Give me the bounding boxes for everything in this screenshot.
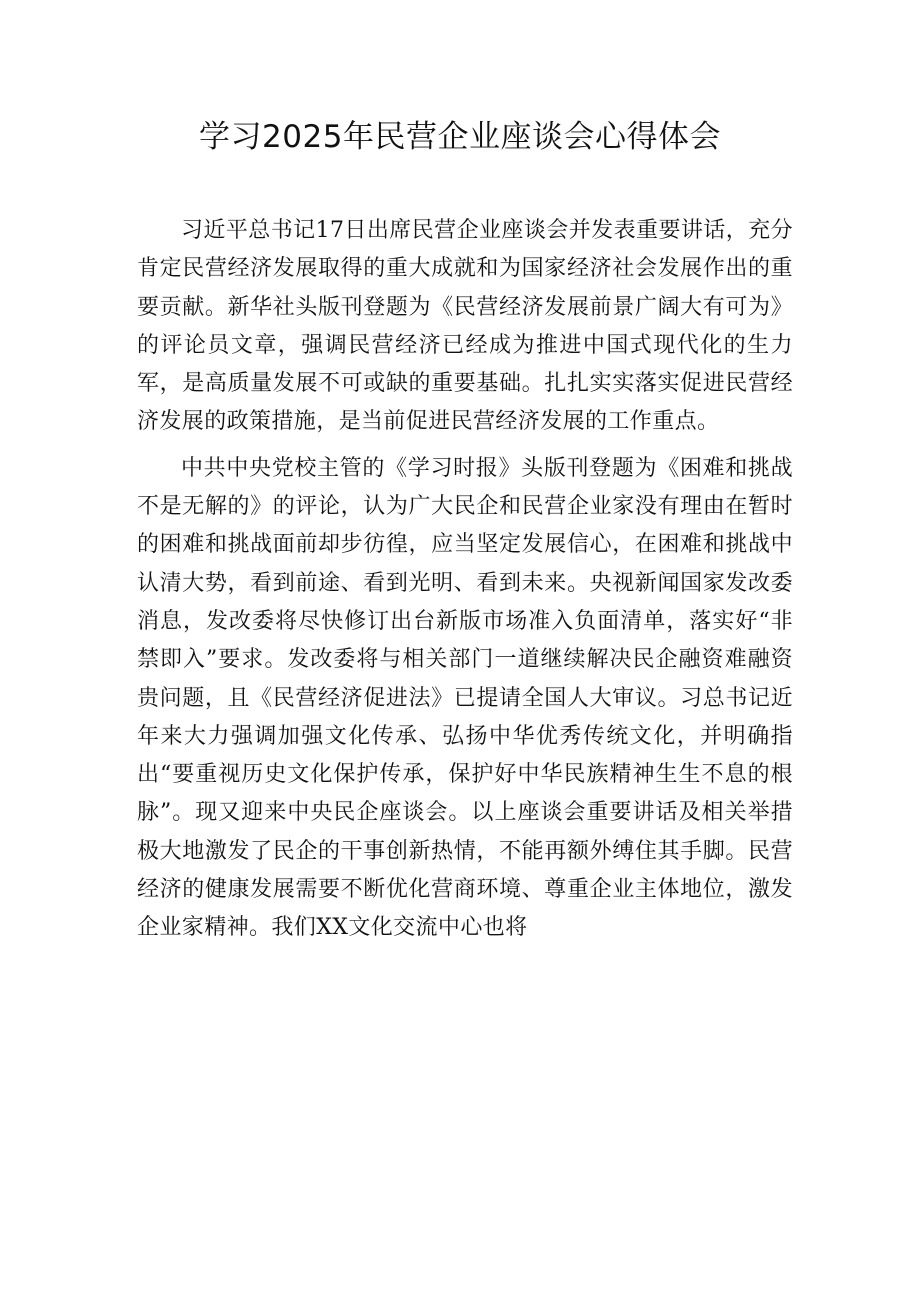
paragraph-1: 习近平总书记17日出席民营企业座谈会并发表重要讲话，充分肯定民营经济发展取得的重大成就和为国家经济社会发展作出的重要贡献。新华社头版刊登题为《民营经济发展前景广阔大有可为》的评论员文章，强调民营经济已经成为推进中国式现代化的生力军，是高质量发展不可或缺的重要基础。扎扎实实落实促进民营经济发展的政策措施，是当前促进民营经济发展的工作重点。 — [137, 218, 793, 435]
document-body — [137, 212, 793, 956]
paragraph-2: 中共中央党校主管的《学习时报》头版刊登题为《困难和挑战不是无解的》的评论，认为广大民企和民营企业家没有理由在暂时的困难和挑战面前却步彷徨，应当坚定发展信心，在困难和挑战中认清大势，看到前途、看到光明、看到未来。央视新闻国家发改委消息，发改委将尽快修订出台新版市场准入负面清单，落实好“非禁即入”要求。发改委将与相关部门一道继续解决民企融资难融资贵问题，且《民营经济促进法》已提请全国人大审议。习总书记近年来大力强调加强文化传承、弘扬中华优秀传统文化，并明确指出“要重视历史文化保护传承，保护好中华民族精神生生不息的根脉”。现又迎来中央民企座谈会。以上座谈会重要讲话及相关举措极大地激发了民企的干事创新热情，不能再额外缚住其手脚。民营经济的健康发展需要不断优化营商环境、尊重企业主体地位，激发企业家精神。我们XX文化交流中心也将 — [137, 455, 793, 941]
document-title: 学习2025年民营企业座谈会心得体会 — [199, 119, 721, 155]
